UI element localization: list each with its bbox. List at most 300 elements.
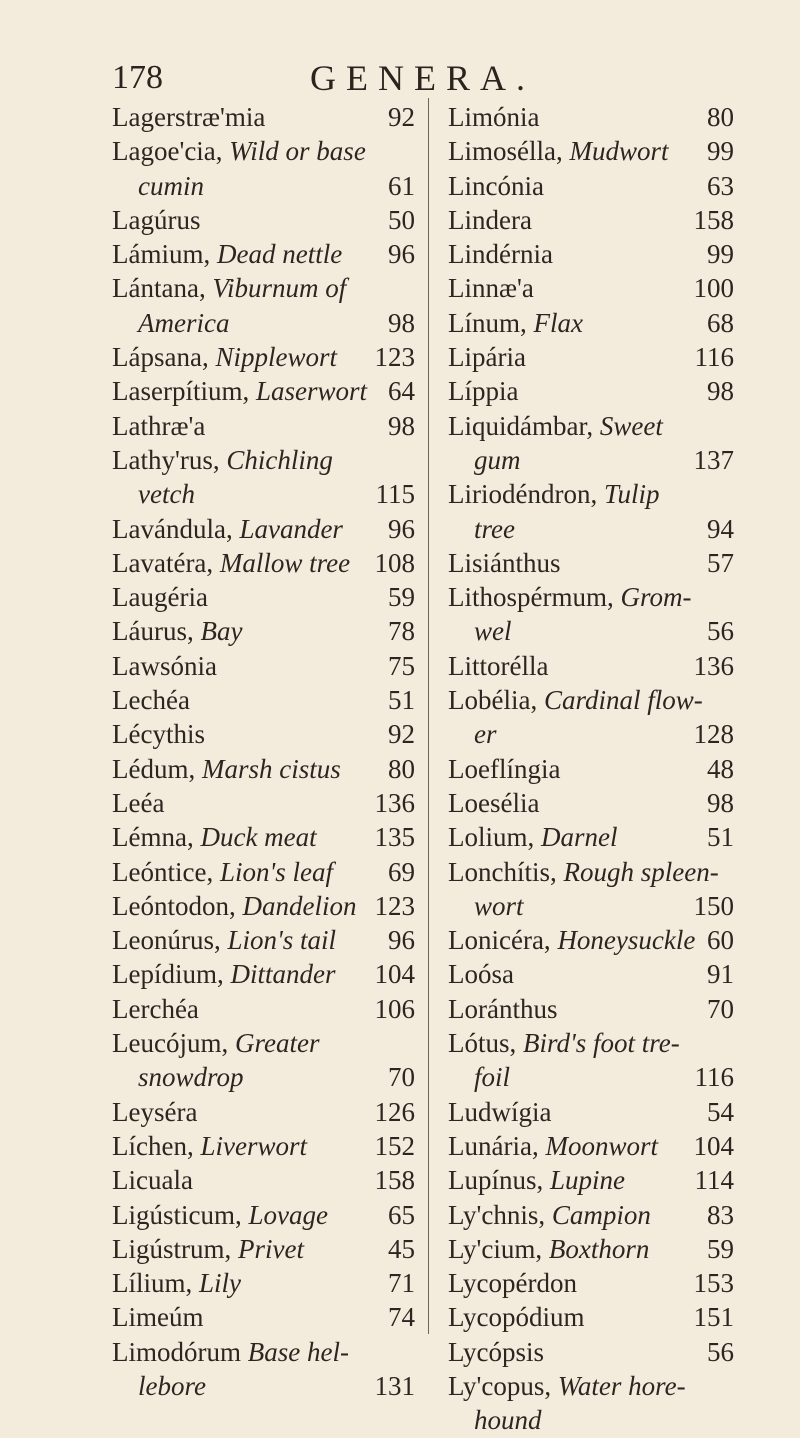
index-entry	[112, 1060, 415, 1094]
page-reference: 92	[388, 719, 415, 750]
genus-name: Lémna,	[112, 822, 201, 853]
entry-name	[112, 992, 199, 1026]
common-name: Liverwort	[200, 1130, 307, 1161]
genus-name: Lipária	[448, 342, 526, 373]
page-reference: 96	[388, 513, 415, 544]
entry-name	[112, 374, 367, 408]
common-name: Cardinal flow-	[543, 685, 703, 716]
entry-name	[474, 889, 524, 923]
index-entry	[448, 1335, 734, 1369]
genus-name: Lécythis	[112, 719, 205, 750]
page-header	[112, 58, 712, 98]
page-reference: 96	[388, 239, 415, 270]
page-reference: 104	[374, 959, 415, 990]
common-name: lebore	[138, 1370, 206, 1401]
genus-name: Lolium,	[448, 822, 541, 853]
common-name: Rough spleen-	[563, 856, 719, 887]
page-reference: 70	[707, 993, 734, 1024]
page-reference: 98	[707, 376, 734, 407]
page-reference: 83	[707, 1199, 734, 1230]
genus-name: Ligústicum,	[112, 1199, 249, 1230]
genus-name: Lonicéra,	[448, 925, 558, 956]
entry-name	[448, 340, 526, 374]
genus-name: Ligústrum,	[112, 1233, 238, 1264]
common-name: foil	[474, 1062, 511, 1093]
page-reference: 153	[693, 1268, 734, 1299]
entry-name	[112, 786, 164, 820]
page-reference: 98	[388, 410, 415, 441]
genus-name: Lótus,	[448, 1028, 524, 1059]
common-name: Darnel	[541, 822, 618, 853]
index-entry	[448, 374, 734, 408]
page-reference: 48	[707, 753, 734, 784]
genus-name: Lupínus,	[448, 1165, 551, 1196]
genus-name: Leonúrus,	[112, 925, 228, 956]
page-reference: 61	[388, 170, 415, 201]
index-entry	[448, 992, 734, 1026]
common-name: Mallow tree	[219, 547, 351, 578]
index-entry	[448, 237, 734, 271]
page-reference: 60	[707, 925, 734, 956]
page-reference: 59	[388, 582, 415, 613]
page-reference: 92	[388, 102, 415, 132]
common-name: Lion's tail	[227, 925, 337, 956]
index-entry	[448, 512, 734, 546]
entry-name	[448, 100, 539, 134]
index-entry	[448, 340, 734, 374]
index-entry	[112, 923, 415, 957]
index-entry	[448, 1129, 734, 1163]
index-entry	[112, 580, 415, 614]
entry-name	[474, 614, 512, 648]
common-name: Marsh cistus	[201, 753, 341, 784]
entry-name	[448, 1335, 544, 1369]
entry-name	[112, 409, 205, 443]
common-name: er	[474, 719, 497, 750]
page-reference: 51	[388, 685, 415, 716]
entry-name	[112, 1266, 241, 1300]
genus-name: Lechéa	[112, 685, 190, 716]
entry-name	[112, 1095, 197, 1129]
entry-name	[448, 237, 553, 271]
page-reference: 50	[388, 204, 415, 235]
genus-name: Lonchítis,	[448, 856, 564, 887]
genus-name: Lílium,	[112, 1268, 199, 1299]
page-reference: 68	[707, 307, 734, 338]
common-name: gum	[474, 444, 521, 475]
entry-name	[112, 134, 366, 168]
index-entry	[448, 683, 734, 717]
entry-name	[112, 237, 342, 271]
page-reference: 106	[374, 993, 415, 1024]
index-entry	[112, 1163, 415, 1197]
index-entry	[448, 1403, 734, 1437]
index-entry	[112, 134, 415, 168]
entry-name	[112, 889, 356, 923]
entry-name	[112, 443, 333, 477]
entry-name	[138, 1060, 244, 1094]
index-entry	[112, 752, 415, 786]
genus-name: Liquidámbar,	[448, 410, 600, 441]
entry-name	[112, 100, 265, 134]
entry-name	[448, 752, 560, 786]
entry-name	[474, 1060, 510, 1094]
entry-name	[448, 1232, 649, 1266]
index-entry	[112, 889, 415, 923]
page-reference: 80	[388, 753, 415, 784]
genus-name: Loránthus	[448, 993, 558, 1024]
index-entry	[448, 614, 734, 648]
page-reference: 65	[388, 1199, 415, 1230]
index-entry	[112, 409, 415, 443]
index-entry	[448, 717, 734, 751]
page-reference: 71	[388, 1268, 415, 1299]
page-reference: 91	[707, 959, 734, 990]
genus-name: Ly'copus,	[448, 1370, 558, 1401]
entry-name	[448, 134, 669, 168]
entry-name	[112, 1026, 319, 1060]
entry-name	[112, 203, 200, 237]
entry-name	[112, 1129, 307, 1163]
entry-name	[112, 512, 343, 546]
common-name: Sweet	[599, 410, 663, 441]
page-reference: 78	[388, 616, 415, 647]
index-entry	[448, 923, 734, 957]
index-entry	[448, 855, 734, 889]
index-entry	[112, 340, 415, 374]
genus-name: Loesélia	[448, 787, 540, 818]
index-entry	[448, 889, 734, 923]
page-reference: 56	[707, 616, 734, 647]
common-name: Mudwort	[569, 136, 669, 167]
genus-name: Lawsónia	[112, 650, 217, 681]
index-entry	[112, 1026, 415, 1060]
entry-name	[448, 786, 539, 820]
entry-name	[112, 1232, 304, 1266]
page-reference: 131	[374, 1370, 415, 1401]
common-name: wort	[474, 890, 524, 921]
common-name: Laserwort	[255, 376, 368, 407]
column-divider	[428, 98, 429, 1334]
index-entry	[112, 1129, 415, 1163]
index-entry	[112, 477, 415, 511]
entry-name	[448, 580, 691, 614]
genus-name: Leyséra	[112, 1096, 198, 1127]
index-entry	[448, 1026, 734, 1060]
genus-name: Laugéria	[112, 582, 208, 613]
index-entry	[448, 169, 734, 203]
entry-name	[448, 1198, 651, 1232]
index-entry	[448, 1369, 734, 1403]
entry-name	[448, 169, 544, 203]
index-entry	[448, 580, 734, 614]
common-name: America	[138, 307, 230, 338]
index-entry	[112, 237, 415, 271]
entry-name	[112, 820, 317, 854]
genus-name: Ly'chnis,	[448, 1199, 552, 1230]
page-reference: 45	[388, 1233, 415, 1264]
genus-name: Lycópsis	[448, 1336, 545, 1367]
common-name: Honeysuckle	[557, 925, 696, 956]
entry-name	[448, 477, 660, 511]
page-reference: 59	[707, 1233, 734, 1264]
entry-name	[112, 1335, 349, 1369]
page-reference: 158	[374, 1165, 415, 1196]
genus-name: Lithospérmum,	[448, 582, 621, 613]
genus-name: Lepídium,	[112, 959, 231, 990]
index-entry	[448, 786, 734, 820]
entry-name	[448, 855, 719, 889]
page-number: 178	[112, 59, 163, 96]
genus-name: Lisiánthus	[448, 547, 561, 578]
entry-name	[112, 580, 208, 614]
common-name: hound	[474, 1405, 542, 1436]
page-reference: 57	[707, 547, 734, 578]
index-entry	[448, 306, 734, 340]
common-name: snowdrop	[138, 1062, 244, 1093]
genus-name: Lobélia,	[448, 685, 544, 716]
entry-name	[448, 1026, 680, 1060]
index-entry	[112, 1335, 415, 1369]
common-name: wel	[474, 616, 512, 647]
genus-name: Lavatéra,	[112, 547, 220, 578]
page-reference: 108	[374, 547, 415, 578]
index-entry	[448, 1163, 734, 1197]
page-reference: 51	[707, 822, 734, 853]
entry-name	[448, 1095, 551, 1129]
common-name: Dead nettle	[216, 239, 343, 270]
page-reference: 152	[374, 1130, 415, 1161]
genus-name: Línum,	[448, 307, 534, 338]
page-reference: 98	[707, 787, 734, 818]
entry-name	[112, 923, 336, 957]
page-reference: 116	[694, 342, 734, 373]
index-entry	[448, 100, 734, 134]
page-reference: 56	[707, 1336, 734, 1367]
genus-name: Liriodéndron,	[448, 479, 604, 510]
index-entry	[448, 1232, 734, 1266]
left-column	[112, 100, 415, 1403]
page-reference: 63	[707, 170, 734, 201]
genus-name: Lathy'rus,	[112, 444, 227, 475]
index-entry	[448, 443, 734, 477]
running-head: GENERA.	[310, 58, 535, 98]
common-name: Grom-	[620, 582, 692, 613]
page-reference: 74	[388, 1302, 415, 1333]
index-entry	[448, 271, 734, 305]
entry-name	[112, 1198, 328, 1232]
index-entry	[448, 957, 734, 991]
index-entry	[448, 1198, 734, 1232]
common-name: Viburnum of	[212, 273, 347, 304]
genus-name: Lámium,	[112, 239, 217, 270]
genus-name: Lagoe'cia,	[112, 136, 230, 167]
entry-name	[474, 717, 497, 751]
entry-name	[448, 203, 532, 237]
index-entry	[112, 1232, 415, 1266]
genus-name: Laserpítium,	[112, 376, 256, 407]
entry-name	[112, 957, 335, 991]
common-name: Greater	[234, 1028, 320, 1059]
genus-name: Láurus,	[112, 616, 201, 647]
entry-name	[448, 1163, 625, 1197]
index-entry	[112, 683, 415, 717]
page-reference: 128	[693, 719, 734, 750]
entry-name	[138, 477, 195, 511]
genus-name: Líchen,	[112, 1130, 201, 1161]
common-name: Lily	[199, 1268, 242, 1299]
index-entry	[112, 203, 415, 237]
page-reference: 136	[374, 787, 415, 818]
page-reference: 94	[707, 513, 734, 544]
page-reference: 80	[707, 102, 734, 132]
common-name: Campion	[551, 1199, 651, 1230]
genus-name: Lagerstræ'mia	[112, 102, 266, 132]
common-name: tree	[474, 513, 515, 544]
entry-name	[112, 717, 205, 751]
genus-name: Líppia	[448, 376, 519, 407]
page-reference: 137	[693, 444, 734, 475]
index-entry	[112, 649, 415, 683]
page-reference: 99	[707, 136, 734, 167]
page-reference: 126	[374, 1096, 415, 1127]
index-entry	[112, 443, 415, 477]
genus-name: Limeúm	[112, 1302, 204, 1333]
common-name: Water hore-	[557, 1370, 686, 1401]
entry-name	[138, 306, 229, 340]
index-entry	[448, 1095, 734, 1129]
common-name: Boxthorn	[548, 1233, 650, 1264]
page-reference: 96	[388, 925, 415, 956]
right-column	[448, 100, 734, 1438]
entry-name	[448, 409, 663, 443]
index-entry	[448, 1266, 734, 1300]
index-entry	[112, 100, 415, 134]
index-entry	[112, 1300, 415, 1334]
entry-name	[138, 1369, 206, 1403]
page-reference: 135	[374, 822, 415, 853]
genus-name: Leéa	[112, 787, 165, 818]
entry-name	[448, 683, 703, 717]
genus-name: Lunária,	[448, 1130, 546, 1161]
index-entry	[112, 820, 415, 854]
index-entry	[112, 1095, 415, 1129]
index-entry	[448, 820, 734, 854]
entry-name	[474, 1403, 542, 1437]
genus-name: Ludwígia	[448, 1096, 552, 1127]
index-entry	[448, 203, 734, 237]
page-reference: 123	[374, 890, 415, 921]
common-name: Flax	[533, 307, 583, 338]
entry-name	[448, 820, 618, 854]
page-reference: 115	[375, 479, 415, 510]
page-reference: 123	[374, 342, 415, 373]
common-name: Lion's leaf	[219, 856, 333, 887]
entry-name	[448, 649, 548, 683]
page-reference: 98	[388, 307, 415, 338]
genus-name: Limónia	[448, 102, 540, 132]
genus-name: Limodórum	[112, 1336, 248, 1367]
index-entry	[112, 786, 415, 820]
genus-name: Lycopérdon	[448, 1268, 577, 1299]
genus-name: Lindérnia	[448, 239, 553, 270]
entry-name	[112, 340, 337, 374]
genus-name: Lerchéa	[112, 993, 199, 1024]
entry-name	[112, 855, 333, 889]
entry-name	[112, 1163, 193, 1197]
entry-name	[138, 169, 204, 203]
page-reference: 54	[707, 1096, 734, 1127]
common-name: Lavander	[239, 513, 343, 544]
index-entry	[112, 717, 415, 751]
page-reference: 116	[694, 1062, 734, 1093]
index-entry	[112, 512, 415, 546]
index-entry	[448, 546, 734, 580]
entry-name	[448, 546, 561, 580]
genus-name: Lycopódium	[448, 1302, 585, 1333]
entry-name	[448, 1369, 686, 1403]
index-entry	[448, 649, 734, 683]
common-name: Lovage	[248, 1199, 328, 1230]
genus-name: Lindera	[448, 204, 532, 235]
entry-name	[112, 546, 350, 580]
common-name: cumin	[138, 170, 204, 201]
entry-name	[474, 443, 521, 477]
genus-name: Lápsana,	[112, 342, 216, 373]
page-reference: 64	[388, 376, 415, 407]
index-entry	[112, 169, 415, 203]
index-entry	[112, 374, 415, 408]
page-reference: 99	[707, 239, 734, 270]
entry-name	[448, 1266, 577, 1300]
entry-name	[474, 512, 515, 546]
common-name: Dandelion	[242, 890, 357, 921]
index-entry	[112, 546, 415, 580]
entry-name	[112, 752, 341, 786]
entry-name	[112, 614, 242, 648]
index-entry	[448, 477, 734, 511]
entry-name	[448, 992, 557, 1026]
entry-name	[448, 923, 695, 957]
index-entry	[112, 271, 415, 305]
genus-name: Loeflíngia	[448, 753, 561, 784]
genus-name: Limosélla,	[448, 136, 570, 167]
entry-name	[112, 683, 190, 717]
common-name: Lupine	[550, 1165, 626, 1196]
common-name: Dittander	[230, 959, 336, 990]
page-reference: 136	[693, 650, 734, 681]
index-entry	[448, 409, 734, 443]
genus-name: Lavándula,	[112, 513, 240, 544]
index-entry	[112, 1198, 415, 1232]
genus-name: Ly'cium,	[448, 1233, 549, 1264]
genus-name: Loósa	[448, 959, 514, 990]
common-name: Base hel-	[247, 1336, 349, 1367]
genus-name: Lincónia	[448, 170, 544, 201]
page-reference: 100	[693, 273, 734, 304]
genus-name: Linnæ'a	[448, 273, 534, 304]
genus-name: Lathræ'a	[112, 410, 206, 441]
common-name: Chichling	[226, 444, 333, 475]
index-entry	[448, 1060, 734, 1094]
index-entry	[112, 614, 415, 648]
common-name: Wild or base	[229, 136, 366, 167]
page-reference: 104	[693, 1130, 734, 1161]
page-reference: 158	[693, 204, 734, 235]
genus-name: Leóntice,	[112, 856, 220, 887]
common-name: Bay	[200, 616, 243, 647]
entry-name	[448, 1300, 585, 1334]
